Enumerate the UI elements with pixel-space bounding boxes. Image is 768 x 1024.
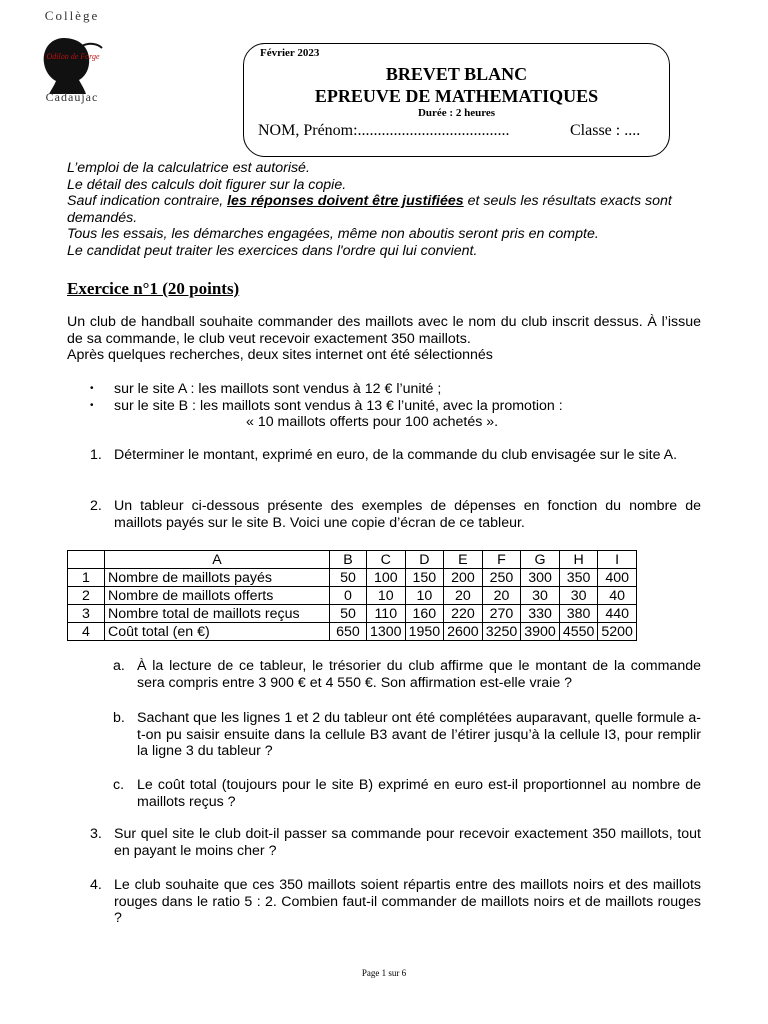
question-text: Déterminer le montant, exprimé en euro, de la commande du club envisagée sur le site A. — [114, 447, 678, 463]
question-number: 2. — [90, 498, 102, 514]
table-cell: 160 — [405, 605, 444, 623]
table-cell: 2600 — [444, 623, 483, 641]
question-2 — [90, 498, 701, 531]
table-cell: 250 — [482, 569, 521, 587]
table-cell: 330 — [521, 605, 560, 623]
exam-header — [243, 43, 670, 157]
exercise-title: Exercice n°1 (20 points) — [67, 279, 240, 298]
instruction-emphasis: les réponses doivent être justifiées — [227, 193, 464, 210]
row-header: 3 — [68, 605, 105, 623]
row-header: 4 — [68, 623, 105, 641]
bullet-icon: • — [90, 399, 94, 411]
question-number: a. — [113, 658, 125, 674]
table-row — [68, 623, 637, 641]
column-header: B — [330, 551, 367, 569]
column-header: I — [598, 551, 637, 569]
column-header: C — [367, 551, 406, 569]
table-cell: 3250 — [482, 623, 521, 641]
table-cell: 4550 — [559, 623, 598, 641]
exam-date: Février 2023 — [260, 47, 320, 59]
table-cell: 5200 — [598, 623, 637, 641]
site-list — [90, 381, 710, 431]
question-number: 4. — [90, 877, 102, 893]
list-item — [90, 381, 710, 398]
exercise-intro — [67, 314, 701, 364]
table-cell: 30 — [559, 587, 598, 605]
table-cell: 650 — [330, 623, 367, 641]
name-field: NOM, Prénom:...................................... — [258, 122, 510, 139]
question-text: Un tableur ci-dessous présente des exemples de dépenses en fonction du nombre de maillots payés sur le site B. Voici une copie d’écran de ce tableur. — [114, 498, 701, 531]
column-header: E — [444, 551, 483, 569]
table-header-row — [68, 551, 637, 569]
spreadsheet-table — [67, 550, 637, 641]
question-text: Sachant que les lignes 1 et 2 du tableur ont été complétées auparavant, quelle formule a-t-on pu saisir ensuite dans la cellule B3 avant de l’étirer jusqu’à la cellule I3, pour remplir la ligne 3 du tableur ? — [137, 710, 701, 760]
intro-paragraph: Un club de handball souhaite commander des maillots avec le nom du club inscrit dessus. À l’issue de sa commande, le club veut recevoir exactement 350 maillots. — [67, 314, 701, 347]
table-cell: 50 — [330, 569, 367, 587]
table-cell: 10 — [367, 587, 406, 605]
table-cell: 40 — [598, 587, 637, 605]
class-field: Classe : .... — [570, 122, 641, 139]
table-cell: 110 — [367, 605, 406, 623]
exam-duration: Durée : 2 heures — [417, 107, 496, 119]
column-header: H — [559, 551, 598, 569]
table-cell: 30 — [521, 587, 560, 605]
table-cell: 150 — [405, 569, 444, 587]
table-cell: Nombre de maillots payés — [105, 569, 330, 587]
question-text: Le club souhaite que ces 350 maillots soient répartis entre des maillots noirs et des maillots rouges dans le ratio 5 : 2. Combien faut-il commander de maillots noirs et de maillots rouges ? — [114, 877, 701, 927]
question-4 — [90, 877, 701, 927]
instruction-line — [67, 193, 707, 226]
instruction-line: Tous les essais, les démarches engagées, même non aboutis seront pris en compte. — [67, 226, 599, 243]
intro-paragraph: Après quelques recherches, deux sites internet ont été sélectionnés — [67, 347, 493, 364]
bullet-text: sur le site A : les maillots sont vendus à 12 € l’unité ; — [114, 381, 442, 397]
question-2b — [113, 710, 701, 760]
question-number: 1. — [90, 447, 102, 463]
question-text: À la lecture de ce tableur, le trésorier du club affirme que le montant de la commande sera compris entre 3 900 € et 4 550 €. Son affirmation est-elle vraie ? — [137, 658, 701, 691]
table-row — [68, 605, 637, 623]
instruction-text: Sauf indication contraire, — [67, 193, 228, 210]
column-header: D — [405, 551, 444, 569]
table-cell: 380 — [559, 605, 598, 623]
table-cell: 300 — [521, 569, 560, 587]
table-cell: 20 — [444, 587, 483, 605]
table-cell: 3900 — [521, 623, 560, 641]
table-cell: 20 — [482, 587, 521, 605]
table-row — [68, 587, 637, 605]
table-cell: 200 — [444, 569, 483, 587]
column-header: F — [482, 551, 521, 569]
table-cell: 50 — [330, 605, 367, 623]
college-logo — [24, 8, 120, 108]
list-item — [90, 398, 710, 415]
instruction-line: Le détail des calculs doit figurer sur la copie. — [67, 176, 347, 193]
table-cell: 10 — [405, 587, 444, 605]
instruction-text: et seuls les résultats exacts sont demandés. — [67, 193, 672, 226]
question-number: b. — [113, 710, 125, 726]
table-cell: Coût total (en €) — [105, 623, 330, 641]
table-cell: 350 — [559, 569, 598, 587]
exam-subject: EPREUVE DE MATHEMATIQUES — [314, 86, 599, 106]
table-cell: 100 — [367, 569, 406, 587]
table-cell: 1300 — [367, 623, 406, 641]
corner-cell — [68, 551, 105, 569]
bullet-text: sur le site B : les maillots sont vendus à 13 € l’unité, avec la promotion : — [114, 397, 563, 414]
table-cell: 400 — [598, 569, 637, 587]
table-cell: 0 — [330, 587, 367, 605]
table-cell: 440 — [598, 605, 637, 623]
question-2a — [113, 658, 701, 691]
promotion-text: « 10 maillots offerts pour 100 achetés ». — [246, 414, 499, 431]
row-header: 2 — [68, 587, 105, 605]
column-header: G — [521, 551, 560, 569]
question-text: Sur quel site le club doit-il passer sa commande pour recevoir exactement 350 maillots, tout en payant le moins cher ? — [114, 826, 701, 859]
instruction-line: Le candidat peut traiter les exercices dans l'ordre qui lui convient. — [67, 242, 478, 259]
instruction-line: L’emploi de la calculatrice est autorisé. — [67, 160, 310, 176]
logo-bottom-text: Cadaujac — [45, 90, 99, 104]
question-number: c. — [113, 777, 125, 793]
question-1 — [90, 447, 701, 464]
table-cell: Nombre de maillots offerts — [105, 587, 330, 605]
table-cell: Nombre total de maillots reçus — [105, 605, 330, 623]
table-cell: 270 — [482, 605, 521, 623]
question-2c — [113, 777, 701, 810]
question-number: 3. — [90, 826, 102, 842]
question-3 — [90, 826, 701, 859]
row-header: 1 — [68, 569, 105, 587]
logo-top-text: Collège — [44, 8, 100, 23]
instructions — [67, 160, 707, 260]
exam-title: BREVET BLANC — [385, 64, 528, 84]
table-cell: 220 — [444, 605, 483, 623]
table-row — [68, 569, 637, 587]
logo-tag-text: Odilon de Forge — [46, 52, 100, 61]
question-text: Le coût total (toujours pour le site B) exprimé en euro est-il proportionnel au nombre de maillots reçus ? — [137, 777, 701, 810]
page-number: Page 1 sur 6 — [361, 968, 407, 978]
table-cell: 1950 — [405, 623, 444, 641]
column-header: A — [105, 551, 330, 569]
bullet-icon: • — [90, 383, 94, 394]
